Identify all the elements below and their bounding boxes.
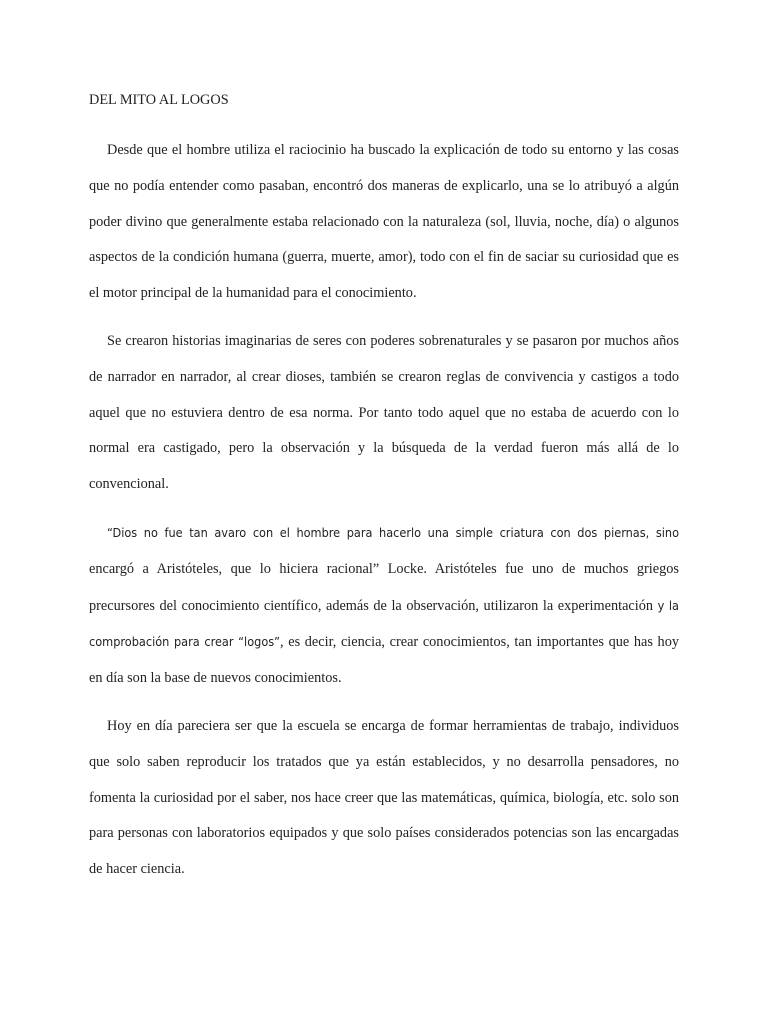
paragraph-3	[89, 515, 679, 697]
logos-phrase: y la comprobación para crear “logos”	[89, 597, 679, 650]
paragraph-4: Hoy en día pareciera ser que la escuela se encarga de formar herramientas de trabajo, individuos que solo saben reproducir los tratados que ya están establecidos, y no desarrolla pensadores, no fomenta la curiosidad por el saber, nos hace creer que las matemáticas, química, biología, etc. solo son para personas con laboratorios equipados y que solo países considerados potencias son las encargadas de hacer ciencia.	[89, 717, 679, 878]
paragraph-3-text-b: , es decir, ciencia, crear conocimientos, tan importantes que has hoy en día son la base de nuevos conocimientos.	[89, 634, 679, 687]
quote-text: “Dios no fue tan avaro con el hombre para hacerlo una simple criatura con dos piernas, sino	[107, 524, 679, 540]
paragraph-3-text-a: encargó a Aristóteles, que lo hiciera racional” Locke. Aristóteles fue uno de muchos griegos precursores del conocimiento científico, además de la observación, utilizaron la experimentación	[89, 560, 679, 614]
document-title: DEL MITO AL LOGOS	[89, 92, 229, 108]
document-body	[89, 88, 679, 888]
paragraph-2: Se crearon historias imaginarias de seres con poderes sobrenaturales y se pasaron por muchos años de narrador en narrador, al crear dioses, también se crearon reglas de convivencia y castigos a todo aquel que no estuviera dentro de esa norma. Por tanto todo aquel que no estaba de acuerdo con lo normal era castigado, pero la observación y la búsqueda de la verdad fueron más allá de lo convencional.	[89, 332, 679, 493]
paragraph-1: Desde que el hombre utiliza el raciocinio ha buscado la explicación de todo su entorno y las cosas que no podía entender como pasaban, encontró dos maneras de explicarlo, una se lo atribuyó a algún poder divino que generalmente estaba relacionado con la naturaleza (sol, lluvia, noche, día) o algunos aspectos de la condición humana (guerra, muerte, amor), todo con el fin de saciar su curiosidad que es el motor principal de la humanidad para el conocimiento.	[89, 142, 679, 302]
